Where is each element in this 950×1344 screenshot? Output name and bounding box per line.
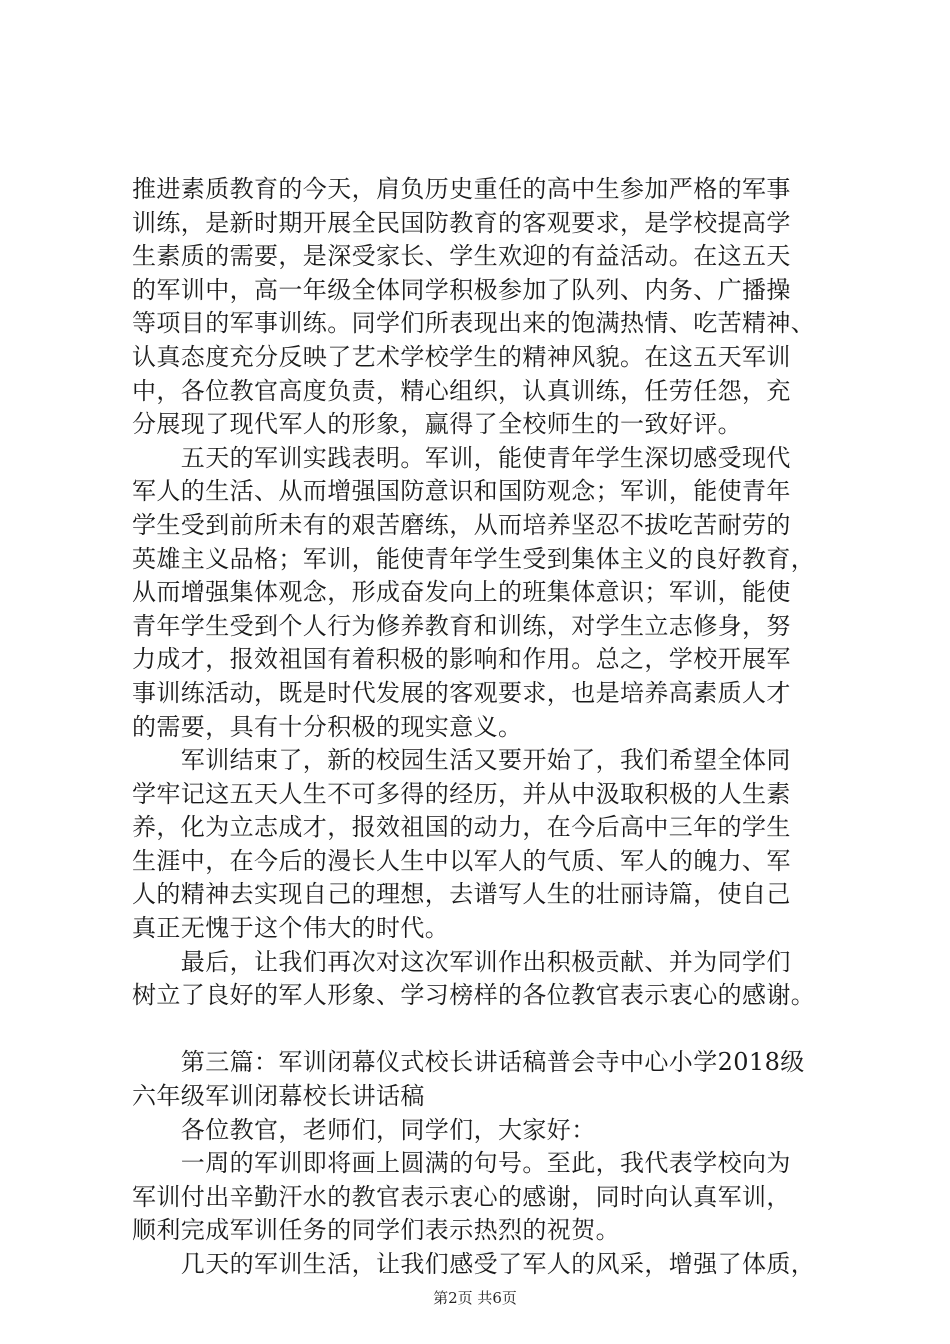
- text-line: 等项目的军事训练。同学们所表现出来的饱满热情、吃苦精神、: [132, 309, 816, 338]
- text-line: 一周的军训即将画上圆满的句号。至此，我代表学校向为: [132, 1149, 791, 1178]
- text-line: 中，各位教官高度负责，精心组织，认真训练，任劳任怨，充: [132, 376, 791, 405]
- text-line: 各位教官，老师们，同学们，大家好：: [132, 1115, 596, 1144]
- text-line: 学牢记这五天人生不可多得的经历，并从中汲取积极的人生素: [132, 779, 791, 808]
- text-line: 的需要，具有十分积极的现实意义。: [132, 712, 523, 741]
- text-line: 最后，让我们再次对这次军训作出积极贡献、并为同学们: [132, 947, 791, 976]
- text-line: 事训练活动，既是时代发展的客观要求，也是培养高素质人才: [132, 678, 791, 707]
- text-line: 生素质的需要，是深受家长、学生欢迎的有益活动。在这五天: [132, 242, 791, 271]
- text-line: 真正无愧于这个伟大的时代。: [132, 914, 450, 943]
- text-line: 军人的生活、从而增强国防意识和国防观念；军训，能使青年: [132, 477, 791, 506]
- text-line: 认真态度充分反映了艺术学校学生的精神风貌。在这五天军训: [132, 342, 791, 371]
- text-line: 青年学生受到个人行为修养教育和训练，对学生立志修身，努: [132, 611, 791, 640]
- text-line: 人的精神去实现自己的理想，去谱写人生的壮丽诗篇，使自己: [132, 880, 791, 909]
- text-line: 几天的军训生活，让我们感受了军人的风采，增强了体质，: [132, 1250, 816, 1278]
- text-line: 军训付出辛勤汗水的教官表示衷心的感谢，同时向认真军训，: [132, 1182, 791, 1211]
- section-heading: 六年级军训闭幕校长讲话稿: [132, 1082, 425, 1111]
- text-line: 树立了良好的军人形象、学习榜样的各位教官表示衷心的感谢。: [132, 981, 816, 1010]
- text-line: 五天的军训实践表明。军训，能使青年学生深切感受现代: [132, 443, 791, 472]
- text-line: 的军训中，高一年级全体同学积极参加了队列、内务、广播操: [132, 275, 791, 304]
- text-line: 英雄主义品格；军训，能使青年学生受到集体主义的良好教育，: [132, 544, 816, 573]
- text-line: 分展现了现代军人的形象，赢得了全校师生的一致好评。: [132, 410, 742, 439]
- text-line: 训练，是新时期开展全民国防教育的客观要求，是学校提高学: [132, 208, 791, 237]
- text-line: 学生受到前所未有的艰苦磨练，从而培养坚忍不拔吃苦耐劳的: [132, 510, 791, 539]
- text-line: 推进素质教育的今天，肩负历史重任的高中生参加严格的军事: [132, 175, 791, 203]
- page-number: 第2页 共6页: [433, 1289, 517, 1307]
- text-line: 军训结束了，新的校园生活又要开始了，我们希望全体同: [132, 746, 791, 775]
- text-line: 力成才，报效祖国有着积极的影响和作用。总之，学校开展军: [132, 645, 791, 674]
- blank-line: [132, 1013, 852, 1047]
- text-line: 养，化为立志成才，报效祖国的动力，在今后高中三年的学生: [132, 813, 791, 842]
- page-footer: [0, 1287, 950, 1308]
- section-heading: 第三篇：军训闭幕仪式校长讲话稿普会寺中心小学2018级: [132, 1048, 805, 1077]
- document-body: [132, 173, 852, 1282]
- text-line: 生涯中，在今后的漫长人生中以军人的气质、军人的魄力、军: [132, 846, 791, 875]
- text-line: 从而增强集体观念，形成奋发向上的班集体意识；军训，能使: [132, 578, 791, 607]
- text-line: 顺利完成军训任务的同学们表示热烈的祝贺。: [132, 1216, 620, 1245]
